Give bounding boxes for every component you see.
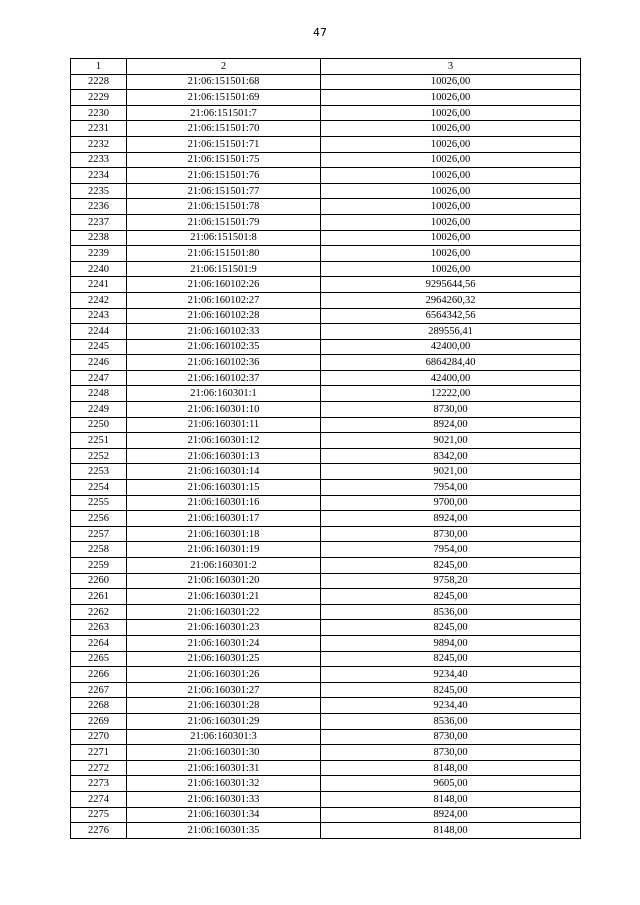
table-row <box>71 823 581 839</box>
cadastral-number-cell: 21:06:151501:76 <box>127 168 321 184</box>
row-number-cell: 2246 <box>71 355 127 371</box>
cadastral-number-cell: 21:06:160301:18 <box>127 526 321 542</box>
value-cell: 8536,00 <box>321 713 581 729</box>
cadastral-table <box>70 58 581 839</box>
table-row <box>71 168 581 184</box>
cadastral-number-cell: 21:06:160301:11 <box>127 417 321 433</box>
table-row <box>71 183 581 199</box>
table-row <box>71 246 581 262</box>
row-number-cell: 2239 <box>71 246 127 262</box>
cadastral-number-cell: 21:06:160301:29 <box>127 713 321 729</box>
value-cell: 8148,00 <box>321 760 581 776</box>
cadastral-number-cell: 21:06:151501:70 <box>127 121 321 137</box>
row-number-cell: 2237 <box>71 214 127 230</box>
value-cell: 9758,20 <box>321 573 581 589</box>
column-header-2: 2 <box>127 59 321 75</box>
row-number-cell: 2241 <box>71 277 127 293</box>
cadastral-number-cell: 21:06:160301:14 <box>127 464 321 480</box>
value-cell: 42400,00 <box>321 370 581 386</box>
cadastral-number-cell: 21:06:160301:24 <box>127 635 321 651</box>
value-cell: 10026,00 <box>321 74 581 90</box>
table-row <box>71 308 581 324</box>
row-number-cell: 2255 <box>71 495 127 511</box>
value-cell: 10026,00 <box>321 105 581 121</box>
cadastral-number-cell: 21:06:151501:69 <box>127 90 321 106</box>
column-header-3: 3 <box>321 59 581 75</box>
table-row <box>71 214 581 230</box>
value-cell: 8924,00 <box>321 807 581 823</box>
cadastral-number-cell: 21:06:160301:33 <box>127 791 321 807</box>
value-cell: 2964260,32 <box>321 292 581 308</box>
row-number-cell: 2271 <box>71 745 127 761</box>
value-cell: 42400,00 <box>321 339 581 355</box>
table-row <box>71 464 581 480</box>
value-cell: 8924,00 <box>321 511 581 527</box>
cadastral-number-cell: 21:06:151501:79 <box>127 214 321 230</box>
table-row <box>71 152 581 168</box>
row-number-cell: 2272 <box>71 760 127 776</box>
cadastral-number-cell: 21:06:151501:71 <box>127 136 321 152</box>
row-number-cell: 2257 <box>71 526 127 542</box>
cadastral-number-cell: 21:06:160301:12 <box>127 433 321 449</box>
column-header-1: 1 <box>71 59 127 75</box>
table-row <box>71 105 581 121</box>
value-cell: 9700,00 <box>321 495 581 511</box>
cadastral-number-cell: 21:06:160102:26 <box>127 277 321 293</box>
row-number-cell: 2228 <box>71 74 127 90</box>
table-row <box>71 199 581 215</box>
value-cell: 8536,00 <box>321 604 581 620</box>
table-row <box>71 448 581 464</box>
cadastral-number-cell: 21:06:160301:23 <box>127 620 321 636</box>
value-cell: 9605,00 <box>321 776 581 792</box>
value-cell: 9021,00 <box>321 433 581 449</box>
value-cell: 10026,00 <box>321 230 581 246</box>
row-number-cell: 2273 <box>71 776 127 792</box>
cadastral-number-cell: 21:06:151501:75 <box>127 152 321 168</box>
value-cell: 8245,00 <box>321 589 581 605</box>
cadastral-number-cell: 21:06:160301:15 <box>127 480 321 496</box>
cadastral-number-cell: 21:06:151501:7 <box>127 105 321 121</box>
row-number-cell: 2229 <box>71 90 127 106</box>
value-cell: 10026,00 <box>321 261 581 277</box>
row-number-cell: 2260 <box>71 573 127 589</box>
value-cell: 8148,00 <box>321 791 581 807</box>
cadastral-number-cell: 21:06:151501:78 <box>127 199 321 215</box>
value-cell: 9234,40 <box>321 667 581 683</box>
cadastral-number-cell: 21:06:160301:19 <box>127 542 321 558</box>
row-number-cell: 2266 <box>71 667 127 683</box>
table-row <box>71 589 581 605</box>
row-number-cell: 2274 <box>71 791 127 807</box>
row-number-cell: 2230 <box>71 105 127 121</box>
table-row <box>71 729 581 745</box>
cadastral-number-cell: 21:06:160301:27 <box>127 682 321 698</box>
cadastral-number-cell: 21:06:160102:28 <box>127 308 321 324</box>
value-cell: 8730,00 <box>321 729 581 745</box>
row-number-cell: 2238 <box>71 230 127 246</box>
cadastral-number-cell: 21:06:151501:68 <box>127 74 321 90</box>
cadastral-number-cell: 21:06:160102:35 <box>127 339 321 355</box>
table-row <box>71 417 581 433</box>
row-number-cell: 2253 <box>71 464 127 480</box>
value-cell: 6864284,40 <box>321 355 581 371</box>
table-row <box>71 121 581 137</box>
value-cell: 8245,00 <box>321 558 581 574</box>
page-number: 47 <box>313 26 327 39</box>
table-row <box>71 667 581 683</box>
row-number-cell: 2245 <box>71 339 127 355</box>
row-number-cell: 2231 <box>71 121 127 137</box>
table-row <box>71 433 581 449</box>
row-number-cell: 2276 <box>71 823 127 839</box>
table-row <box>71 511 581 527</box>
value-cell: 10026,00 <box>321 136 581 152</box>
row-number-cell: 2254 <box>71 480 127 496</box>
table-row <box>71 791 581 807</box>
table-row <box>71 480 581 496</box>
table-row <box>71 682 581 698</box>
cadastral-number-cell: 21:06:160301:21 <box>127 589 321 605</box>
cadastral-number-cell: 21:06:160301:13 <box>127 448 321 464</box>
table-row <box>71 542 581 558</box>
cadastral-number-cell: 21:06:160102:27 <box>127 292 321 308</box>
row-number-cell: 2261 <box>71 589 127 605</box>
cadastral-number-cell: 21:06:160301:28 <box>127 698 321 714</box>
cadastral-number-cell: 21:06:160301:17 <box>127 511 321 527</box>
row-number-cell: 2269 <box>71 713 127 729</box>
row-number-cell: 2233 <box>71 152 127 168</box>
value-cell: 9894,00 <box>321 635 581 651</box>
table-row <box>71 386 581 402</box>
value-cell: 9021,00 <box>321 464 581 480</box>
row-number-cell: 2242 <box>71 292 127 308</box>
cadastral-number-cell: 21:06:160301:1 <box>127 386 321 402</box>
table-row <box>71 277 581 293</box>
table-row <box>71 526 581 542</box>
table-header-row <box>71 59 581 75</box>
table-row <box>71 402 581 418</box>
value-cell: 7954,00 <box>321 542 581 558</box>
row-number-cell: 2256 <box>71 511 127 527</box>
row-number-cell: 2259 <box>71 558 127 574</box>
table-row <box>71 620 581 636</box>
cadastral-number-cell: 21:06:160301:10 <box>127 402 321 418</box>
table-row <box>71 573 581 589</box>
row-number-cell: 2258 <box>71 542 127 558</box>
row-number-cell: 2248 <box>71 386 127 402</box>
cadastral-number-cell: 21:06:160301:25 <box>127 651 321 667</box>
value-cell: 9295644,56 <box>321 277 581 293</box>
row-number-cell: 2252 <box>71 448 127 464</box>
row-number-cell: 2262 <box>71 604 127 620</box>
table-row <box>71 324 581 340</box>
table-row <box>71 261 581 277</box>
value-cell: 8730,00 <box>321 526 581 542</box>
value-cell: 8924,00 <box>321 417 581 433</box>
table-row <box>71 698 581 714</box>
row-number-cell: 2264 <box>71 635 127 651</box>
row-number-cell: 2251 <box>71 433 127 449</box>
cadastral-number-cell: 21:06:160102:36 <box>127 355 321 371</box>
value-cell: 10026,00 <box>321 152 581 168</box>
cadastral-number-cell: 21:06:160301:22 <box>127 604 321 620</box>
row-number-cell: 2249 <box>71 402 127 418</box>
value-cell: 289556,41 <box>321 324 581 340</box>
value-cell: 12222,00 <box>321 386 581 402</box>
cadastral-number-cell: 21:06:160301:34 <box>127 807 321 823</box>
value-cell: 10026,00 <box>321 168 581 184</box>
value-cell: 10026,00 <box>321 199 581 215</box>
value-cell: 10026,00 <box>321 183 581 199</box>
table-row <box>71 136 581 152</box>
value-cell: 9234,40 <box>321 698 581 714</box>
table-row <box>71 807 581 823</box>
value-cell: 8245,00 <box>321 651 581 667</box>
row-number-cell: 2267 <box>71 682 127 698</box>
table-row <box>71 760 581 776</box>
cadastral-number-cell: 21:06:160301:35 <box>127 823 321 839</box>
cadastral-number-cell: 21:06:160301:31 <box>127 760 321 776</box>
cadastral-number-cell: 21:06:160301:32 <box>127 776 321 792</box>
row-number-cell: 2240 <box>71 261 127 277</box>
value-cell: 10026,00 <box>321 90 581 106</box>
table-row <box>71 604 581 620</box>
value-cell: 8148,00 <box>321 823 581 839</box>
row-number-cell: 2268 <box>71 698 127 714</box>
cadastral-number-cell: 21:06:160301:30 <box>127 745 321 761</box>
table-row <box>71 292 581 308</box>
table-row <box>71 339 581 355</box>
row-number-cell: 2236 <box>71 199 127 215</box>
table-row <box>71 651 581 667</box>
cadastral-number-cell: 21:06:160102:37 <box>127 370 321 386</box>
value-cell: 10026,00 <box>321 214 581 230</box>
value-cell: 8245,00 <box>321 620 581 636</box>
value-cell: 7954,00 <box>321 480 581 496</box>
row-number-cell: 2247 <box>71 370 127 386</box>
table-row <box>71 74 581 90</box>
table-row <box>71 355 581 371</box>
table-row <box>71 495 581 511</box>
value-cell: 8730,00 <box>321 745 581 761</box>
cadastral-number-cell: 21:06:151501:8 <box>127 230 321 246</box>
cadastral-number-cell: 21:06:160301:26 <box>127 667 321 683</box>
row-number-cell: 2235 <box>71 183 127 199</box>
row-number-cell: 2250 <box>71 417 127 433</box>
cadastral-number-cell: 21:06:160301:16 <box>127 495 321 511</box>
table-row <box>71 90 581 106</box>
cadastral-number-cell: 21:06:151501:9 <box>127 261 321 277</box>
cadastral-number-cell: 21:06:160102:33 <box>127 324 321 340</box>
cadastral-number-cell: 21:06:160301:2 <box>127 558 321 574</box>
table-row <box>71 635 581 651</box>
row-number-cell: 2263 <box>71 620 127 636</box>
value-cell: 10026,00 <box>321 246 581 262</box>
table-row <box>71 370 581 386</box>
cadastral-number-cell: 21:06:160301:20 <box>127 573 321 589</box>
row-number-cell: 2232 <box>71 136 127 152</box>
table-row <box>71 745 581 761</box>
table-row <box>71 713 581 729</box>
cadastral-number-cell: 21:06:151501:77 <box>127 183 321 199</box>
value-cell: 6564342,56 <box>321 308 581 324</box>
cadastral-number-cell: 21:06:151501:80 <box>127 246 321 262</box>
row-number-cell: 2270 <box>71 729 127 745</box>
row-number-cell: 2275 <box>71 807 127 823</box>
value-cell: 8245,00 <box>321 682 581 698</box>
row-number-cell: 2244 <box>71 324 127 340</box>
value-cell: 8730,00 <box>321 402 581 418</box>
row-number-cell: 2243 <box>71 308 127 324</box>
table-row <box>71 230 581 246</box>
cadastral-number-cell: 21:06:160301:3 <box>127 729 321 745</box>
value-cell: 10026,00 <box>321 121 581 137</box>
row-number-cell: 2265 <box>71 651 127 667</box>
row-number-cell: 2234 <box>71 168 127 184</box>
table-row <box>71 558 581 574</box>
table-row <box>71 776 581 792</box>
value-cell: 8342,00 <box>321 448 581 464</box>
